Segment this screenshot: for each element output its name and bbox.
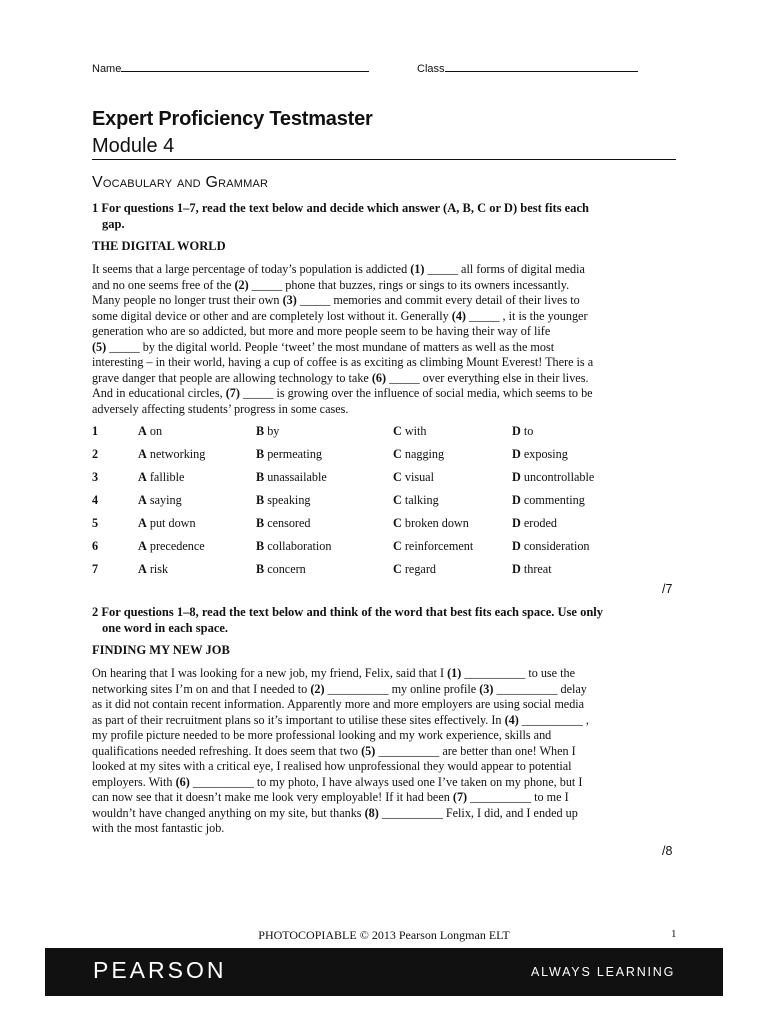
option-b: B by — [256, 424, 280, 438]
q1-options-table — [92, 424, 676, 585]
option-b: B speaking — [256, 493, 311, 507]
passage-line: looked at my sites with a critical eye, I realised how unprofessional they would appear to potential — [92, 759, 572, 773]
passage-line: employers. With (6) __________ to my photo, I have always used one I’ve taken on my phone, but I — [92, 774, 583, 789]
pearson-logo: PEARSON — [93, 957, 227, 983]
name-field — [92, 62, 369, 75]
passage-line: my profile picture needed to be more professional looking and my work experience, skills and — [92, 728, 552, 742]
option-number: 1 — [92, 424, 99, 438]
passage-line: Many people no longer trust their own (3) _____ memories and commit every detail of their lives to — [92, 293, 580, 307]
option-row — [92, 470, 676, 493]
q1-instruction-line1: 1 For questions 1–7, read the text below and decide which answer (A, B, C or D) best fits each — [92, 201, 589, 215]
option-d: D exposing — [512, 447, 568, 461]
page-title: Expert Proficiency Testmaster — [92, 108, 373, 130]
option-c: C with — [393, 424, 427, 438]
option-c: C nagging — [393, 447, 445, 461]
option-row — [92, 493, 676, 516]
passage-line: some digital device or other and are completely lost without it. Generally (4) _____ , it is the younger — [92, 308, 588, 323]
option-row — [92, 424, 676, 447]
option-b: B concern — [256, 562, 306, 576]
class-field — [417, 62, 638, 75]
q2-instruction — [92, 605, 676, 636]
option-b: B collaboration — [256, 539, 332, 553]
passage-line: interesting – in their world, having a cup of coffee is as exciting as climbing Mount Everest! There is a — [92, 355, 594, 369]
option-number: 5 — [92, 516, 99, 530]
option-d: D uncontrollable — [512, 470, 595, 484]
name-label: Name — [92, 63, 122, 75]
q2-score: /8 — [662, 844, 673, 858]
option-number: 4 — [92, 493, 99, 507]
option-number: 3 — [92, 470, 99, 484]
q1-instruction-line2: gap. — [102, 216, 125, 231]
passage-line: On hearing that I was looking for a new job, my friend, Felix, said that I (1) __________ to use the — [92, 666, 576, 680]
passage-line: grave danger that people are allowing technology to take (6) _____ over everything else in their lives. — [92, 370, 589, 385]
option-a: A precedence — [138, 539, 205, 553]
passage-line: with the most fantastic job. — [92, 821, 225, 835]
passage-line: can now see that it doesn’t make me look very employable! If it had been (7) __________ to me I — [92, 790, 569, 804]
option-d: D consideration — [512, 539, 590, 553]
option-row — [92, 447, 676, 470]
option-d: D commenting — [512, 493, 585, 507]
option-d: D to — [512, 424, 534, 438]
passage-line: as it did not contain recent information. Apparently more and more employers are using social media — [92, 697, 585, 711]
option-number: 2 — [92, 447, 99, 461]
option-c: C reinforcement — [393, 539, 474, 553]
option-row — [92, 562, 676, 585]
q2-passage — [92, 666, 676, 837]
q2-instruction-line2: one word in each space. — [102, 620, 229, 635]
name-blank-line — [121, 62, 369, 72]
option-c: C broken down — [393, 516, 469, 530]
option-b: B unassailable — [256, 470, 327, 484]
passage-line: networking sites I’m on and that I needed to (2) __________ my online profile (3) __________ delay — [92, 681, 587, 696]
option-a: A risk — [138, 562, 169, 576]
q1-instruction — [92, 201, 676, 232]
option-d: D eroded — [512, 516, 558, 530]
option-b: B permeating — [256, 447, 323, 461]
option-row — [92, 539, 676, 562]
option-b: B censored — [256, 516, 311, 530]
class-label: Class — [417, 63, 445, 75]
option-number: 6 — [92, 539, 99, 553]
option-a: A networking — [138, 447, 206, 461]
copyright-notice: PHOTOCOPIABLE © 2013 Pearson Longman ELT — [258, 928, 510, 942]
page-number: 1 — [671, 928, 677, 940]
tagline: ALWAYS LEARNING — [531, 965, 676, 979]
option-c: C visual — [393, 470, 434, 484]
q1-score: /7 — [662, 582, 673, 596]
title-divider — [92, 159, 676, 160]
passage-line: as part of their recruitment plans so it’s important to utilise these sites effectively. In (4) __________ , — [92, 712, 589, 727]
option-row — [92, 516, 676, 539]
passage-line: and no one seems free of the (2) _____ phone that buzzes, rings or sings to its owners incessantly. — [92, 277, 570, 292]
q1-text-title: THE DIGITAL WORLD — [92, 239, 226, 253]
passage-line: adversely affecting students’ progress in some cases. — [92, 401, 349, 416]
option-number: 7 — [92, 562, 99, 576]
class-blank-line — [445, 62, 638, 72]
option-a: A on — [138, 424, 163, 438]
option-c: C talking — [393, 493, 439, 507]
module-title: Module 4 — [92, 135, 175, 157]
q2-instruction-line1: 2 For questions 1–8, read the text below and think of the word that best fits each space. Use only — [92, 605, 603, 619]
option-c: C regard — [393, 562, 436, 576]
q1-passage — [92, 262, 676, 417]
passage-line: (5) _____ by the digital world. People ‘tweet’ the most mundane of matters as well as the most — [92, 339, 555, 354]
option-a: A saying — [138, 493, 182, 507]
q2-text-title: FINDING MY NEW JOB — [92, 643, 230, 657]
passage-line: qualifications needed refreshing. It does seem that two (5) __________ are better than one! When I — [92, 743, 576, 758]
passage-line: And in educational circles, (7) _____ is growing over the influence of social media, which seems to be — [92, 386, 593, 400]
option-a: A fallible — [138, 470, 185, 484]
passage-line: wouldn’t have changed anything on my site, but thanks (8) __________ Felix, I did, and I ended up — [92, 805, 578, 820]
section-heading: Vocabulary and Grammar — [92, 174, 269, 191]
passage-line: It seems that a large percentage of today’s population is addicted (1) _____ all forms of digital media — [92, 262, 585, 276]
option-d: D threat — [512, 562, 552, 576]
passage-line: generation who are so addicted, but more and more people seem to be having their way of life — [92, 324, 551, 338]
option-a: A put down — [138, 516, 196, 530]
